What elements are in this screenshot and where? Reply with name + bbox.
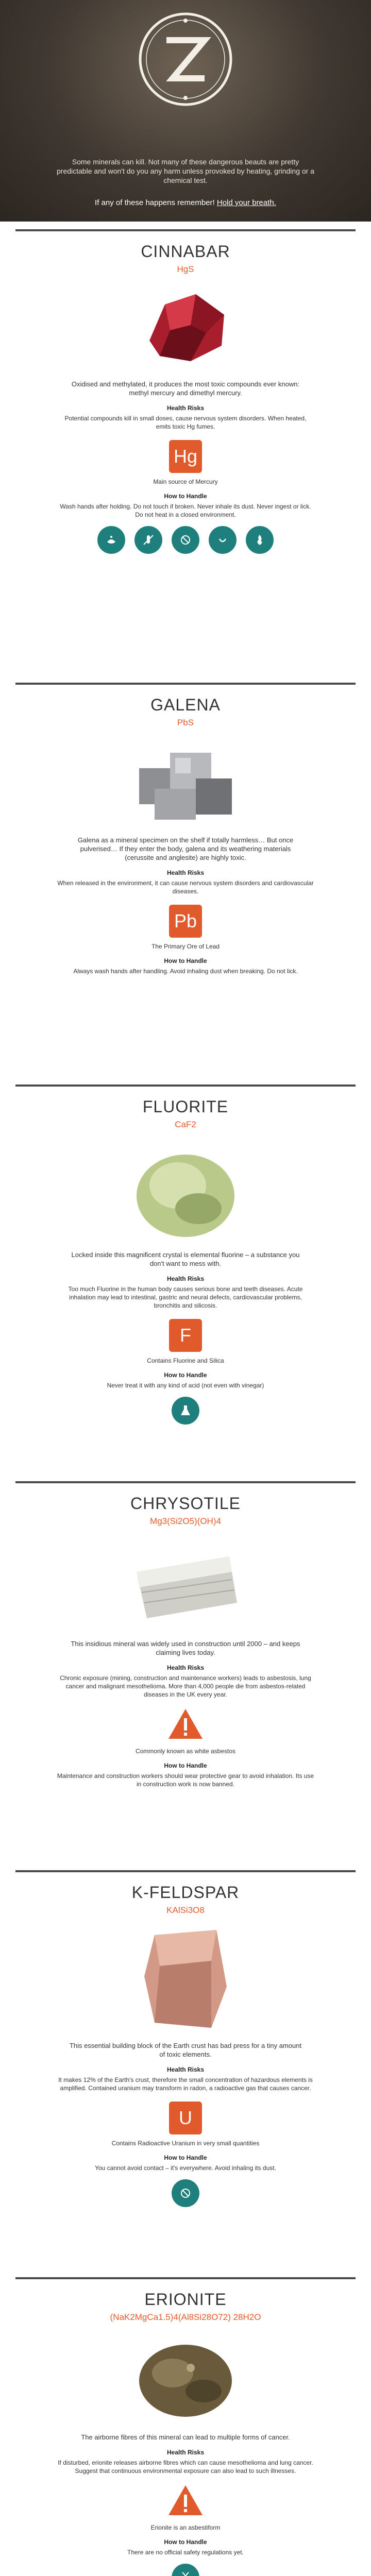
health-risks-heading: Health Risks bbox=[166, 2449, 205, 2456]
no-inhale-icon bbox=[172, 526, 199, 554]
mineral-formula: Mg3(Si2O5)(OH)4 bbox=[150, 1516, 221, 1526]
hero-intro-text: Some minerals can kill. Not many of these dangerous beauts are pretty predictable and won't do you any harm unless provoked by heating, grinding or a chemical test. bbox=[57, 158, 314, 184]
wash-hands-icon bbox=[97, 526, 125, 554]
health-risks-heading: Health Risks bbox=[166, 2066, 205, 2073]
safety-icons-row bbox=[0, 526, 371, 554]
galena-specimen-image bbox=[124, 737, 247, 827]
mineral-description: Galena as a mineral specimen on the shelf if totally harmless… But once pulverised… If they enter the body, galena and its weathering materials (cerussite and anglesite) are highly toxic. bbox=[77, 836, 294, 861]
how-to-handle-heading: How to Handle bbox=[164, 493, 207, 500]
element-badge-f: F bbox=[169, 1319, 202, 1352]
mineral-formula: PbS bbox=[177, 718, 194, 727]
no-inhale-dust-icon bbox=[172, 2179, 199, 2207]
warning-triangle-icon bbox=[167, 2484, 204, 2516]
erionite-specimen-image bbox=[129, 2332, 242, 2425]
fluorite-specimen-image bbox=[126, 1139, 245, 1242]
k-feldspar-specimen-image bbox=[134, 1925, 237, 2033]
section-divider bbox=[15, 229, 356, 231]
mineral-name: FLUORITE bbox=[142, 1097, 229, 1116]
badge-caption: Commonly known as white asbestos bbox=[135, 1748, 236, 1755]
health-risks-text: If disturbed, erionite releases airborne fibres which can cause mesothelioma and lung cancer. Suggest that continuous environmental exposure can also lead to such illnesses. bbox=[58, 2459, 313, 2475]
health-risks-text: Chronic exposure (mining, construction and maintenance workers) leads to asbestosis, lung cancer and malignant mesothelioma. More than 4,000 people die from asbestos-related diseases in the UK every year. bbox=[60, 1674, 311, 1698]
mineral-description: Locked inside this magnificent crystal is elemental fluorine – a substance you don't want to mess with. bbox=[71, 1251, 300, 1267]
chrysotile-specimen-image bbox=[126, 1536, 245, 1631]
how-to-handle-text: Never treat it with any kind of acid (not even with vinegar) bbox=[107, 1382, 264, 1389]
section-divider bbox=[15, 1084, 356, 1087]
how-to-handle-heading: How to Handle bbox=[164, 2154, 207, 2161]
badge-caption: Contains Fluorine and Silica bbox=[147, 1357, 224, 1364]
how-to-handle-text: Always wash hands after handling. Avoid inhaling dust when breaking. Do not lick. bbox=[73, 968, 298, 975]
how-to-handle-heading: How to Handle bbox=[164, 1762, 207, 1769]
safety-icons-row bbox=[0, 2564, 371, 2576]
badge-caption: Main source of Mercury bbox=[153, 478, 218, 485]
mineral-description: This essential building block of the Earth crust has bad press for a tiny amount of toxic elements. bbox=[69, 2042, 302, 2058]
health-risks-text: Too much Fluorine in the human body causes serious bone and teeth diseases. Acute inhalation may lead to intestinal, gastric and neural defects, cardiovascular problems, bronchitis and silicosis. bbox=[68, 1285, 303, 1309]
element-badge-pb: Pb bbox=[169, 905, 202, 938]
how-to-handle-heading: How to Handle bbox=[164, 1371, 207, 1379]
mineral-description: The airborne fibres of this mineral can lead to multiple forms of cancer. bbox=[81, 2433, 290, 2441]
hero-banner bbox=[0, 0, 371, 222]
badge-caption: The Primary Ore of Lead bbox=[151, 943, 220, 950]
mineral-formula: HgS bbox=[177, 264, 194, 274]
health-risks-text: Potential compounds kill in small doses, cause nervous system disorders. When heated, emits toxic Hg fumes. bbox=[64, 415, 307, 430]
how-to-handle-text: Maintenance and construction workers should wear protective gear to avoid inhalation. Its use in construction work is now banned. bbox=[57, 1772, 314, 1788]
how-to-handle-text: There are no official safety regulations yet. bbox=[127, 2549, 244, 2556]
mineral-name: GALENA bbox=[150, 696, 221, 714]
how-to-handle-heading: How to Handle bbox=[164, 2538, 207, 2546]
section-divider bbox=[15, 1870, 356, 1872]
element-badge-u: U bbox=[169, 2102, 202, 2134]
health-risks-heading: Health Risks bbox=[166, 869, 205, 876]
mineral-formula: (NaK2MgCa1.5)4(Al8Si28O72) 28H2O bbox=[110, 2312, 261, 2322]
mineral-name: CINNABAR bbox=[141, 242, 230, 261]
health-risks-heading: Health Risks bbox=[166, 404, 205, 412]
mineral-name: K-FELDSPAR bbox=[131, 1883, 240, 1902]
no-touch-icon bbox=[134, 526, 162, 554]
hero-cta bbox=[57, 198, 314, 207]
mineral-description: This insidious mineral was widely used in construction until 2000 – and keeps claiming lives today. bbox=[71, 1640, 300, 1656]
badge-caption: Erionite is an asbestiform bbox=[150, 2524, 221, 2531]
section-divider bbox=[15, 1481, 356, 1483]
hazard-z-emblem-icon bbox=[137, 10, 234, 108]
section-divider bbox=[15, 2277, 356, 2279]
how-to-handle-heading: How to Handle bbox=[164, 957, 207, 964]
health-risks-heading: Health Risks bbox=[166, 1275, 205, 1282]
cinnabar-specimen-image bbox=[134, 284, 237, 371]
mineral-formula: KAlSi3O8 bbox=[166, 1905, 205, 1915]
mineral-section-erionite bbox=[0, 2290, 371, 2576]
mineral-description: Oxidised and methylated, it produces the most toxic compounds ever known: methyl mercury and dimethyl mercury. bbox=[71, 380, 300, 397]
mineral-section-k-feldspar bbox=[0, 1883, 371, 2207]
hold-breath-link[interactable]: Hold your breath. bbox=[216, 198, 276, 207]
no-lick-icon bbox=[209, 526, 237, 554]
fibres-icon bbox=[172, 2564, 199, 2576]
safety-icons-row bbox=[0, 2179, 371, 2207]
hero-cta-prefix: If any of these happens remember! bbox=[95, 198, 215, 207]
how-to-handle-text: You cannot avoid contact – it's everywhere. Avoid inhaling its dust. bbox=[95, 2164, 276, 2172]
health-risks-text: When released in the environment, it can cause nervous system disorders and cardiovascular diseases. bbox=[57, 879, 314, 895]
mineral-name: CHRYSOTILE bbox=[130, 1494, 241, 1513]
mineral-formula: CaF2 bbox=[175, 1120, 196, 1129]
badge-caption: Contains Radioactive Uranium in very small quantities bbox=[111, 2140, 260, 2147]
mineral-section-cinnabar bbox=[0, 242, 371, 554]
mineral-section-fluorite bbox=[0, 1097, 371, 1425]
no-heat-icon bbox=[246, 526, 274, 554]
mineral-name: ERIONITE bbox=[144, 2290, 227, 2309]
safety-icons-row bbox=[0, 1397, 371, 1425]
warning-triangle-icon bbox=[167, 1708, 204, 1740]
health-risks-heading: Health Risks bbox=[166, 1664, 205, 1671]
section-divider bbox=[15, 683, 356, 685]
element-badge-hg: Hg bbox=[169, 440, 202, 473]
health-risks-text: It makes 12% of the Earth's crust, therefore the small concentration of hazardous elements is amplified. Contained uranium may transform in radon, a radioactive gas that causes cancer. bbox=[58, 2076, 313, 2092]
no-acid-flask-icon bbox=[172, 1397, 199, 1425]
mineral-section-galena bbox=[0, 696, 371, 975]
how-to-handle-text: Wash hands after holding. Do not touch if broken. Never inhale its dust. Never ingest or lick. Do not heat in a closed environment. bbox=[60, 503, 311, 518]
mineral-section-chrysotile bbox=[0, 1494, 371, 1788]
